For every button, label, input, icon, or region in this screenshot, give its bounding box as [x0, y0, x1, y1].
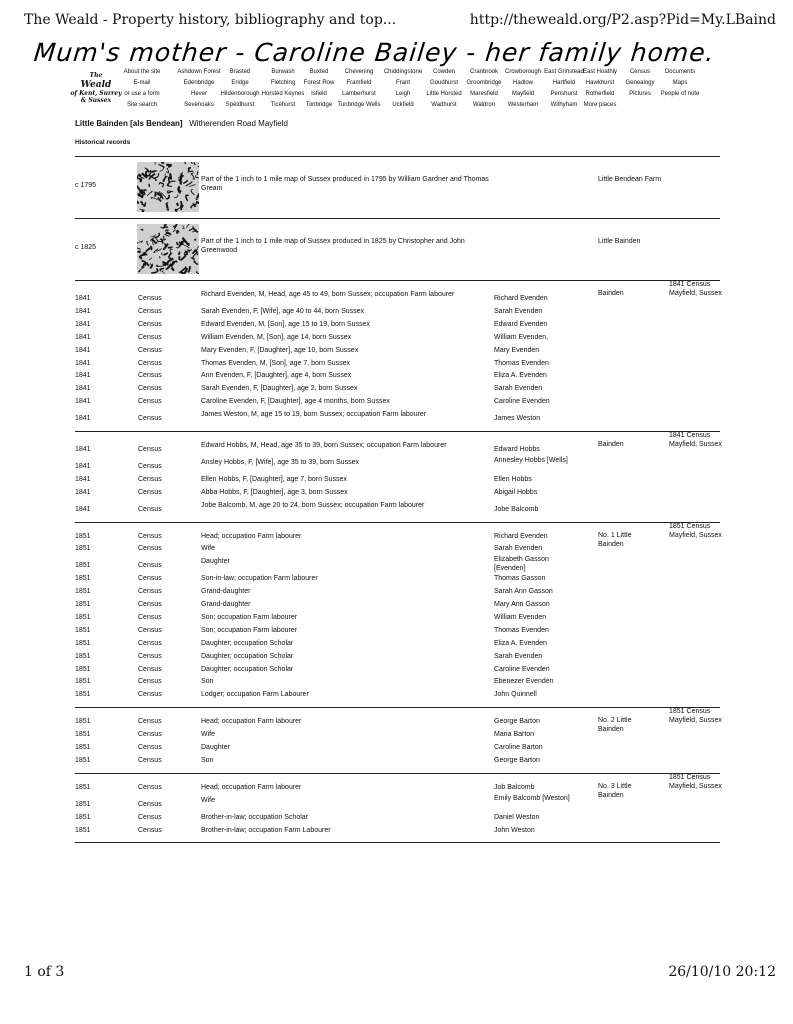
census-type: Census: [138, 385, 162, 393]
print-header: [24, 12, 776, 32]
census-description: Thomas Evenden, M, [Son], age 7, born Sussex: [201, 359, 351, 367]
nav-link[interactable]: Maps: [672, 80, 688, 86]
census-person[interactable]: William Evenden: [494, 613, 547, 621]
census-description: James Weston, M, age 15 to 19, born Sussex; occupation Farm labourer: [201, 411, 427, 419]
census-year: 1851: [75, 678, 91, 686]
census-type: Census: [138, 783, 162, 791]
census-year: 1841: [75, 295, 91, 302]
census-person[interactable]: Caroline Evenden: [494, 398, 550, 406]
census-description: Richard Evenden, M, Head, age 45 to 49, born Sussex; occupation Farm labourer: [201, 291, 455, 298]
record-date: c 1795: [75, 182, 97, 189]
historic-map-thumbnail[interactable]: [137, 224, 199, 274]
nav-row4: [128, 102, 728, 112]
record-description: Part of the 1 inch to 1 mile map of Sussex produced in 1825 by Christopher and John Greenwood: [201, 238, 465, 254]
census-description: Caroline Evenden, F, [Daughter], age 4 months, born Sussex: [201, 398, 390, 406]
census-description: Wife: [201, 796, 215, 804]
census-person[interactable]: Annesley Hobbs [Wells]: [494, 456, 568, 464]
census-description: Ansley Hobbs, F, [Wife], age 35 to 39, born Sussex: [201, 458, 359, 466]
nav-link[interactable]: Groombridge: [466, 80, 502, 86]
nav-link[interactable]: East Grinstead: [544, 69, 584, 75]
logo-line-3: of Kent, Surrey: [70, 89, 122, 97]
census-person[interactable]: Ellen Hobbs: [494, 475, 532, 483]
nav-link[interactable]: Speldhurst: [225, 102, 255, 108]
section-title: Historical records: [75, 139, 131, 146]
census-year: 1841: [75, 505, 91, 513]
census-type: Census: [138, 488, 162, 496]
census-person[interactable]: John Quinnell: [494, 691, 537, 699]
census-person[interactable]: Caroline Barton: [494, 744, 543, 751]
census-person[interactable]: Edward Hobbs: [494, 446, 540, 453]
nav-link[interactable]: Sevenoaks: [184, 102, 214, 108]
census-year: 1841: [75, 488, 91, 496]
census-description: Daughter: [201, 744, 230, 751]
nav-link[interactable]: Wadhurst: [431, 102, 457, 108]
nav-link[interactable]: More places: [583, 102, 617, 108]
nav-link[interactable]: Hildenborough: [220, 91, 260, 97]
record-date: c 1825: [75, 244, 97, 251]
census-person[interactable]: John Weston: [494, 826, 535, 834]
census-type: Census: [138, 446, 162, 453]
census-description: Mary Evenden, F, [Daughter], age 10, born Sussex: [201, 346, 359, 354]
census-type: Census: [138, 813, 162, 821]
census-description: Sarah Evenden, F, [Daughter], age 2, born Sussex: [201, 385, 358, 393]
divider: [75, 218, 720, 219]
nav-link[interactable]: Buxted: [309, 69, 329, 75]
census-year: 1851: [75, 532, 91, 540]
census-description: Brother-in-law; occupation Scholar: [201, 813, 308, 821]
census-year: 1851: [75, 783, 91, 791]
census-type: Census: [138, 652, 162, 660]
census-person[interactable]: Ebenezer Evenden: [494, 678, 554, 686]
nav-link[interactable]: Hartfield: [552, 80, 576, 86]
nav-link[interactable]: Penshurst: [550, 91, 578, 97]
census-year: 1841: [75, 372, 91, 380]
page-number: 1 of 3: [24, 964, 65, 980]
nav-link[interactable]: Goudhurst: [429, 80, 459, 86]
census-type: Census: [138, 398, 162, 406]
census-person[interactable]: Edward Evenden: [494, 320, 548, 328]
nav-link[interactable]: Burwash: [271, 69, 295, 75]
logo-line-2: Weald: [80, 79, 112, 90]
census-description: Son: [201, 756, 214, 764]
nav-link[interactable]: People of note: [660, 91, 700, 97]
nav-link[interactable]: Westerham: [507, 102, 539, 108]
nav-link[interactable]: E-mail: [133, 80, 151, 86]
nav-link[interactable]: Documents: [664, 69, 696, 75]
census-type: Census: [138, 320, 162, 328]
census-description: Ann Evenden, F, [Daughter], age 4, born Sussex: [201, 372, 352, 380]
nav-link[interactable]: Uckfield: [392, 102, 414, 108]
nav-link[interactable]: Tunbridge Wells: [337, 102, 381, 108]
census-year: 1851: [75, 718, 91, 726]
nav-link[interactable]: Hadlow: [512, 80, 534, 86]
record-place: Little Bendean Farm: [598, 176, 662, 183]
divider: [75, 842, 720, 843]
nav-link[interactable]: Census: [629, 69, 651, 75]
census-source[interactable]: 1841 Census Mayfield, Sussex: [669, 432, 722, 448]
census-type: Census: [138, 575, 162, 583]
census-year: 1851: [75, 575, 91, 583]
census-year: 1851: [75, 826, 91, 834]
census-description: William Evenden, M, [Son], age 14, born Sussex: [201, 333, 352, 341]
nav-link[interactable]: Ticehurst: [270, 102, 296, 108]
census-person[interactable]: Sarah Evenden: [494, 307, 543, 315]
nav-link[interactable]: Site search: [126, 102, 158, 108]
census-description: Daughter: [201, 558, 230, 566]
nav-link[interactable]: Forest Row: [303, 80, 335, 86]
census-year: 1851: [75, 813, 91, 821]
census-description: Head; occupation Farm labourer: [201, 532, 302, 540]
census-type: Census: [138, 359, 162, 367]
nav-link[interactable]: Leigh: [395, 91, 411, 97]
census-year: 1851: [75, 562, 91, 570]
nav-link[interactable]: About the site: [123, 69, 161, 75]
census-description: Lodger; occupation Farm Labourer: [201, 691, 309, 699]
census-type: Census: [138, 545, 162, 553]
census-description: Daughter; occupation Scholar: [201, 665, 294, 673]
nav-link[interactable]: Pictures: [629, 91, 651, 97]
census-person[interactable]: Sarah Evenden: [494, 545, 543, 553]
census-type: Census: [138, 665, 162, 673]
nav-link[interactable]: Fletching: [270, 80, 296, 86]
census-year: 1851: [75, 744, 91, 751]
divider: [75, 522, 720, 523]
census-place: No. 1 Little Bainden: [598, 531, 632, 548]
census-year: 1851: [75, 756, 91, 764]
census-year: 1841: [75, 462, 91, 470]
census-person[interactable]: Abigail Hobbs: [494, 488, 538, 496]
census-year: 1841: [75, 446, 91, 453]
census-source[interactable]: 1851 Census Mayfield, Sussex: [669, 773, 722, 790]
census-type: Census: [138, 307, 162, 315]
census-person[interactable]: William Evenden,: [494, 333, 549, 341]
census-type: Census: [138, 800, 162, 808]
logo-line-1: The: [89, 72, 103, 79]
census-description: Son: [201, 678, 214, 686]
census-year: 1841: [75, 320, 91, 328]
nav-link[interactable]: Chiddingstone: [383, 69, 423, 75]
census-type: Census: [138, 415, 162, 423]
record-description: Part of the 1 inch to 1 mile map of Sussex produced in 1795 by William Gardner and Thomas Gream: [201, 176, 489, 192]
census-description: Grand-daughter: [201, 588, 251, 596]
census-description: Edward Hobbs, M, Head, age 35 to 39, born Sussex; occupation Farm labourer: [201, 442, 447, 449]
census-person[interactable]: George Barton: [494, 718, 540, 726]
census-description: Jobe Balcomb, M, age 20 to 24, born Sussex; occupation Farm labourer: [201, 501, 425, 509]
census-person[interactable]: George Barton: [494, 756, 540, 764]
nav-link[interactable]: East Hoathly: [582, 69, 618, 75]
census-place: No. 2 Little Bainden: [598, 717, 632, 734]
census-person[interactable]: Sarah Evenden: [494, 385, 543, 393]
census-person[interactable]: Jobe Balcomb: [494, 505, 539, 513]
nav-row2: [128, 80, 728, 90]
nav-link[interactable]: Tonbridge: [305, 102, 333, 108]
census-place: Bainden: [598, 441, 624, 448]
nav-row3: [124, 91, 728, 101]
census-person[interactable]: Emily Balcomb [Weston]: [494, 794, 570, 802]
census-type: Census: [138, 346, 162, 354]
census-person[interactable]: Eliza A. Evenden: [494, 639, 547, 647]
census-year: 1851: [75, 731, 91, 739]
nav-link[interactable]: Edenbridge: [183, 80, 215, 86]
nav-link[interactable]: Horsted Keynes: [261, 91, 305, 97]
census-description: Head; occupation Farm labourer: [201, 783, 302, 791]
census-person[interactable]: Elizabeth Gasson [Evenden]: [494, 556, 549, 573]
nav-link[interactable]: Mayfield: [511, 91, 535, 97]
census-description: Daughter; occupation Scholar: [201, 639, 294, 647]
nav-link[interactable]: Ashdown Forest: [177, 69, 221, 75]
nav-link[interactable]: Crowborough: [504, 69, 542, 75]
census-description: Son; occupation Farm labourer: [201, 626, 298, 634]
census-year: 1841: [75, 333, 91, 341]
census-type: Census: [138, 718, 162, 726]
print-url[interactable]: http://theweald.org/P2.asp?Pid=My.LBaind: [469, 12, 776, 28]
census-type: Census: [138, 562, 162, 570]
census-type: Census: [138, 462, 162, 470]
nav-link[interactable]: or use a form: [124, 91, 160, 97]
handwritten-note: Mum's mother - Caroline Bailey - her family home.: [32, 38, 717, 67]
divider: [75, 431, 720, 432]
nav-link[interactable]: Rotherfield: [585, 91, 615, 97]
census-person[interactable]: Sarah Ann Gasson: [494, 588, 553, 596]
census-year: 1841: [75, 415, 91, 423]
census-description: Son-in-law; occupation Farm labourer: [201, 575, 318, 583]
nav-row1: [123, 69, 728, 79]
nav-link[interactable]: Frant: [395, 80, 411, 86]
census-person[interactable]: Maria Barton: [494, 731, 535, 739]
census-year: 1851: [75, 652, 91, 660]
record-place: Little Bainden: [598, 238, 641, 245]
census-type: Census: [138, 588, 162, 596]
census-year: 1851: [75, 800, 91, 808]
divider: [75, 707, 720, 708]
census-type: Census: [138, 639, 162, 647]
census-description: Wife: [201, 545, 215, 553]
census-year: 1851: [75, 613, 91, 621]
nav-link[interactable]: Hever: [190, 91, 208, 97]
census-year: 1841: [75, 385, 91, 393]
nav-link[interactable]: Genealogy: [625, 80, 655, 86]
census-year: 1851: [75, 626, 91, 634]
census-type: Census: [138, 372, 162, 380]
property-title: [75, 119, 288, 128]
census-type: Census: [138, 475, 162, 483]
nav-link[interactable]: Cowden: [432, 69, 456, 75]
census-description: Sarah Evenden, F, [Wife], age 40 to 44, born Sussex: [201, 307, 365, 315]
census-type: Census: [138, 613, 162, 621]
nav-link[interactable]: Brasted: [229, 69, 251, 75]
nav-link[interactable]: Waldron: [472, 102, 496, 108]
nav-link[interactable]: Maresfield: [470, 91, 498, 97]
census-place: Bainden: [598, 290, 624, 297]
census-person[interactable]: Job Balcomb: [494, 783, 535, 791]
census-year: 1841: [75, 398, 91, 406]
census-year: 1851: [75, 545, 91, 553]
census-type: Census: [138, 601, 162, 608]
nav-link[interactable]: Chevening: [344, 69, 374, 75]
census-person[interactable]: Thomas Gasson: [494, 575, 546, 583]
census-person[interactable]: Thomas Evenden: [494, 626, 549, 634]
census-person[interactable]: Richard Evenden: [494, 532, 548, 540]
nav-link[interactable]: Withyham: [550, 102, 578, 108]
census-year: 1851: [75, 665, 91, 673]
census-year: 1851: [75, 639, 91, 647]
census-source[interactable]: 1851 Census Mayfield, Sussex: [669, 522, 722, 539]
nav-link[interactable]: Lamberhurst: [342, 91, 376, 97]
census-year: 1851: [75, 691, 91, 699]
print-title: The Weald - Property history, bibliography and top...: [24, 12, 397, 28]
census-type: Census: [138, 756, 162, 764]
nav-link[interactable]: Little Horsted: [426, 91, 462, 97]
nav-link[interactable]: Hawkhurst: [585, 80, 615, 86]
census-person[interactable]: Caroline Evenden: [494, 665, 550, 673]
census-year: 1841: [75, 359, 91, 367]
census-description: Grand-daughter: [201, 601, 251, 608]
nav-link[interactable]: Isfield: [311, 91, 327, 97]
site-logo[interactable]: [64, 72, 128, 105]
census-description: Daughter; occupation Scholar: [201, 652, 294, 660]
census-person[interactable]: Thomas Evenden: [494, 359, 549, 367]
census-person[interactable]: Richard Evenden: [494, 295, 548, 302]
census-type: Census: [138, 333, 162, 341]
census-type: Census: [138, 626, 162, 634]
census-type: Census: [138, 295, 162, 302]
census-type: Census: [138, 826, 162, 834]
logo-line-4: & Sussex: [80, 97, 112, 104]
divider: [75, 156, 720, 157]
print-timestamp: 26/10/10 20:12: [668, 964, 776, 980]
census-year: 1841: [75, 346, 91, 354]
census-type: Census: [138, 505, 162, 513]
property-name: Little Bainden [als Bendean]: [75, 119, 183, 128]
historic-map-thumbnail[interactable]: [137, 162, 199, 212]
census-person[interactable]: Sarah Evenden: [494, 652, 543, 660]
census-person[interactable]: James Weston: [494, 415, 541, 423]
census-type: Census: [138, 532, 162, 540]
nav-link[interactable]: Eridge: [231, 80, 249, 86]
census-person[interactable]: Eliza A. Evenden: [494, 372, 547, 380]
census-type: Census: [138, 678, 162, 686]
census-year: 1851: [75, 588, 91, 596]
census-description: Son; occupation Farm labourer: [201, 613, 298, 621]
census-description: Wife: [201, 731, 215, 739]
census-type: Census: [138, 744, 162, 751]
census-place: No. 3 Little Bainden: [598, 782, 632, 799]
nav-link[interactable]: Framfield: [346, 80, 372, 86]
census-person[interactable]: Daniel Weston: [494, 813, 540, 821]
census-description: Edward Evenden, M, [Son], age 15 to 19, born Sussex: [201, 320, 370, 328]
census-description: Brother-in-law; occupation Farm Labourer: [201, 826, 331, 834]
census-description: Head; occupation Farm labourer: [201, 718, 302, 726]
census-year: 1841: [75, 475, 91, 483]
census-person[interactable]: Mary Evenden: [494, 346, 540, 354]
census-person[interactable]: Mary Ann Gasson: [494, 601, 550, 608]
census-type: Census: [138, 731, 162, 739]
census-source[interactable]: 1851 Census Mayfield, Sussex: [669, 708, 722, 725]
census-year: 1851: [75, 601, 91, 608]
divider: [75, 280, 720, 281]
property-address: Witherenden Road Mayfield: [189, 119, 288, 128]
census-description: Ellen Hobbs, F, [Daughter], age 7, born Sussex: [201, 475, 347, 483]
census-source[interactable]: 1841 Census Mayfield, Sussex: [669, 281, 722, 297]
census-year: 1841: [75, 307, 91, 315]
divider: [75, 773, 720, 774]
census-description: Abba Hobbs, F, [Daughter], age 3, born Sussex: [201, 488, 348, 496]
census-type: Census: [138, 691, 162, 699]
nav-link[interactable]: Cranbrook: [469, 69, 499, 75]
